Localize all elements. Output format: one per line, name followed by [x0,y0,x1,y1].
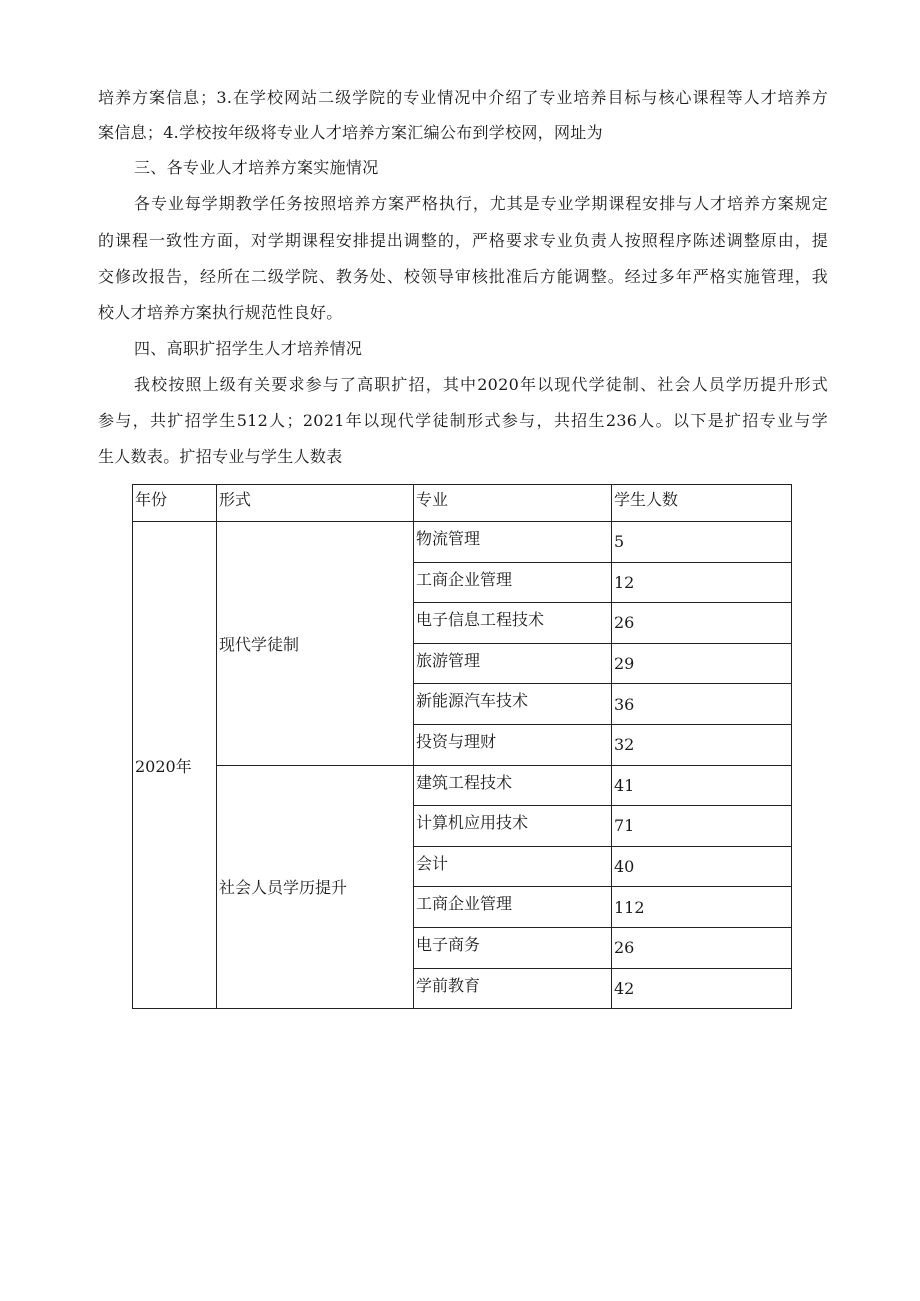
major-cell: 电子商务 [414,927,612,968]
paragraph-3-line-2: 参与，共扩招学生512人；2021年以现代学徒制形式参与，共招生236人。以下是扩招专业与学 [98,411,828,430]
paragraph-3-line-3: 生人数表。扩招专业与学生人数表 [98,447,343,466]
count-cell: 40 [612,846,792,887]
count-cell: 112 [612,887,792,928]
major-cell: 会计 [414,846,612,887]
major-cell: 建筑工程技术 [414,765,612,806]
major-cell: 电子信息工程技术 [414,603,612,644]
count-cell: 5 [612,522,792,563]
major-cell: 学前教育 [414,968,612,1009]
paragraph-2-line-3: 交修改报告，经所在二级学院、教务处、校领导审核批准后方能调整。经过多年严格实施管理，我 [98,267,828,286]
table-row [133,765,792,806]
count-cell: 12 [612,562,792,603]
count-cell: 36 [612,684,792,725]
paragraph-2-line-2: 的课程一致性方面，对学期课程安排提出调整的，严格要求专业负责人按照程序陈述调整原由，提 [98,231,828,250]
major-cell: 旅游管理 [414,643,612,684]
enrollment-table [132,484,792,1009]
form-cell: 社会人员学历提升 [217,765,414,1009]
paragraph-1-line-2: 案信息；4.学校按年级将专业人才培养方案汇编公布到学校网，网址为 [98,123,603,142]
header-form: 形式 [217,485,414,522]
table-row [133,522,792,563]
header-count: 学生人数 [612,485,792,522]
major-cell: 工商企业管理 [414,562,612,603]
year-cell: 2020年 [133,522,217,1009]
count-cell: 41 [612,765,792,806]
major-cell: 物流管理 [414,522,612,563]
major-cell: 新能源汽车技术 [414,684,612,725]
count-cell: 26 [612,603,792,644]
paragraph-3-line-1: 我校按照上级有关要求参与了高职扩招，其中2020年以现代学徒制、社会人员学历提升形式 [134,375,828,394]
header-major: 专业 [414,485,612,522]
major-cell: 计算机应用技术 [414,806,612,847]
major-cell: 工商企业管理 [414,887,612,928]
form-cell: 现代学徒制 [217,522,414,766]
count-cell: 42 [612,968,792,1009]
section-heading-4: 四、高职扩招学生人才培养情况 [134,339,363,358]
table-header-row [133,485,792,522]
paragraph-2-line-1: 各专业每学期教学任务按照培养方案严格执行，尤其是专业学期课程安排与人才培养方案规定 [134,194,828,213]
section-heading-3: 三、各专业人才培养方案实施情况 [134,158,379,177]
header-year: 年份 [133,485,217,522]
paragraph-1-line-1: 培养方案信息；3.在学校网站二级学院的专业情况中介绍了专业培养目标与核心课程等人才培养方 [98,88,828,107]
count-cell: 32 [612,724,792,765]
count-cell: 71 [612,806,792,847]
major-cell: 投资与理财 [414,724,612,765]
count-cell: 26 [612,927,792,968]
count-cell: 29 [612,643,792,684]
paragraph-2-line-4: 校人才培养方案执行规范性良好。 [98,303,343,322]
